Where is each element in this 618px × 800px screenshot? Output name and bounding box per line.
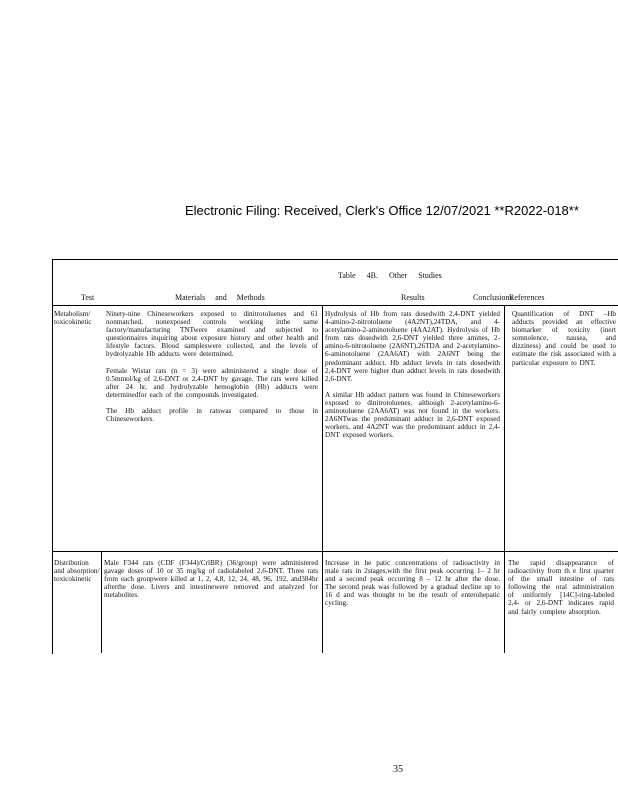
column-header-references: References [509, 293, 545, 302]
row2-test-cell: Distribution and absorption/ toxicokinetic [54, 559, 100, 584]
row1-methods-paragraph: Ninety-nine Chineseworkers exposed to dinitrotoluenes and 61 nonmatched, nonexposed controls working inthe same factory/manufacturing TNTwere examined and subjected to questionnaires inquiring about exposure history and other health and lifestyle factors. Blood sampleswere collected, and the levels of hydrolyzable Hb adducts were determined. [106, 310, 318, 359]
row1-conclusions-cell: Quantification of DNT –Hb adducts provided an effective biomarker of toxicity (inert somnolence, nausea, and dizziness) and could be used to estimate the risk associated with a particular exposure to DNT. [512, 310, 616, 367]
row2-results-cell: Increase in he patic concentrations of radioactivity in male rats in 2stages,with the first peak occurring 1– 2 hr and a second peak occurring 8 – 12 hr after the dose. The second peak was followed by a gradual decline up to 16 d and was thought to be the result of enterohepatic cycling. [325, 559, 500, 608]
row1-results-cell [325, 310, 500, 447]
table-caption: Table 4B. Other Studies [338, 271, 442, 280]
column-header-conclusions: Conclusions [473, 293, 513, 302]
column-header-results: Results [401, 293, 425, 302]
row1-methods-cell [106, 310, 318, 431]
column-divider-test [101, 551, 102, 653]
column-divider-methods [322, 305, 323, 653]
column-header-test: Test [81, 293, 95, 302]
row1-methods-paragraph: Female Wistar rats (n = 3) were administered a single dose of 0.5mmol/kg of 2,6-DNT or 2,4-DNT by gavage. The rats were killed after 24 hr, and hydrolyzable hemoglobin (Hb) adducts were determinedfor each of the compounds investigated. [106, 366, 318, 399]
row2-conclusions-cell: The rapid disappearance of radioactivity from th e first quarter of the small intestine of rats following the oral administration of uniformly [14C]-ring-labeled 2,4- or 2,6-DNT indicates rapid and fairly complete absorption. [508, 559, 614, 616]
row1-methods-paragraph: The Hb adduct profile in ratswas compared to those in Chineseworkers. [106, 406, 318, 424]
row1-results-paragraph: Hydrolysis of Hb from rats dosedwith 2,4-DNT yielded 4-amino-2-nitrotoluene (4A2NT),24TDA, and 4-acetylamino-2-aminotoluene (4AA2AT). Hydrolysis of Hb from rats dosedwith 2,6-DNT yielded three amines, 2-amino-6-nitrotoluene (2A6NT),26TDA and 2-acetylamino-6-aminotoluene (2AA6AT) with 2A6NT being the predominant adduct. Hb adduct levels in rats dosedwith 2,4-DNT were higher than adduct levels in rats dosedwith 2,6-DNT. [325, 310, 500, 383]
electronic-filing-stamp: Electronic Filing: Received, Clerk's Office 12/07/2021 **R2022-018** [185, 203, 579, 218]
row1-test-cell: Metabolism/ toxicokinetic [54, 310, 92, 327]
row2-methods-cell: Male F344 rats (CDF (F344)/CrlBR) (36/group) were administered gavage doses of 10 or 35 mg/kg of radiolabeled 2,6-DNT. Three rats from each groupwere killed at 1, 2, 4,8, 12, 24, 48, 96, 192, and384hr afterthe dose. Livers and intestinewere removed and analyzed for metabolites. [104, 559, 318, 600]
column-divider-results [504, 305, 505, 653]
row1-results-paragraph: A similar Hb adduct pattern was found in Chineseworkers exposed to dinitrotoluenes, although 2-acetylamino-6-aminotoluene (2AA6AT) was not found in the workers. 2A6NTwas the predominant adduct in 2,6-DNT exposed workers, and 4A2NT was the predominant adduct in 2,4-DNT exposed workers. [325, 390, 500, 440]
column-header-materials-methods: Materials and Methods [175, 293, 265, 302]
row-divider [52, 551, 618, 552]
page-number: 35 [393, 764, 403, 775]
header-divider [52, 305, 618, 306]
